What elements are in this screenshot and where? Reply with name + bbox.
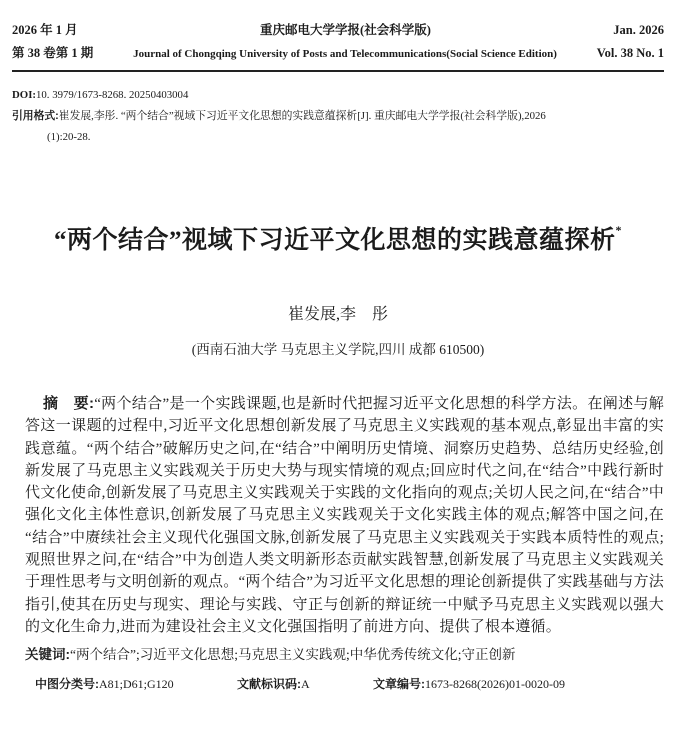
- issue-date-cn: 2026 年 1 月: [12, 23, 78, 37]
- article-id-value: 1673-8268(2026)01-0020-09: [425, 677, 565, 692]
- abstract-label: 摘 要:: [43, 395, 95, 412]
- keywords-text: “两个结合”;习近平文化思想;马克思主义实践观;中华优秀传统文化;守正创新: [70, 647, 516, 663]
- article-id: [373, 676, 565, 692]
- document-code-label: 文献标识码:: [237, 677, 301, 692]
- article-meta: [12, 85, 664, 148]
- citation-continuation: [12, 127, 664, 148]
- journal-header: [12, 20, 664, 72]
- citation-pages: (1):20-28.: [47, 131, 91, 143]
- header-divider: [12, 70, 664, 72]
- header-row-2: [12, 43, 664, 61]
- abstract-section: [25, 393, 664, 638]
- citation-text: 崔发展,李彤. “两个结合”视域下习近平文化思想的实践意蕴探析[J]. 重庆邮电大学学报(社会科学版),2026: [58, 110, 546, 122]
- volume-issue-cn: 第 38 卷第 1 期: [12, 46, 94, 60]
- doi-line: [12, 85, 664, 106]
- doi-value: 10. 3979/1673-8268. 20250403004: [36, 89, 189, 101]
- issue-date-en: Jan. 2026: [613, 23, 664, 37]
- abstract-text: “两个结合”是一个实践课题,也是新时代把握习近平文化思想的科学方法。在阐述与解答这一课题的过程中,习近平文化思想创新发展了马克思主义实践观的基本观点,彰显出丰富的实践意蕴。“两个结合”破解历史之问,在“结合”中阐明历史情境、洞察历史趋势、总结历史经验,创新发展了马克思主义实践观关于历史大势与现实情境的观点;回应时代之问,在“结合”中践行新时代文化使命,创新发展了马克思主义实践观关于实践的文化指向的观点;关切人民之问,在“结合”中强化文化主体性意识,创新发展了马克思主义实践观关于文化实践主体的观点;解答中国之问,在“结合”中赓续社会主义现代化强国文脉,创新发展了马克思主义实践观关于实践本质特性的观点;观照世界之问,在“结合”中为创造人类文明新形态贡献实践智慧,创新发展了马克思主义实践观关于理性思考与文明创新的观点。“两个结合”为习近平文化思想的理论创新提供了实践基础与方法指引,使其在历史与现实、理论与实践、守正与创新的辩证统一中赋予马克思主义实践观以强大的文化生命力,进而为建设社会主义文化强国指明了前进方向、提供了根本遵循。: [25, 396, 664, 635]
- citation-line: [12, 106, 664, 127]
- doi-label: DOI:: [12, 89, 36, 101]
- title-footnote-mark: *: [615, 223, 622, 237]
- clc-value: A81;D61;G120: [99, 677, 174, 692]
- journal-title-en: Journal of Chongqing University of Posts and Telecommunications(Social Science Edition): [133, 48, 557, 60]
- volume-issue-en: Vol. 38 No. 1: [596, 46, 664, 60]
- article-id-label: 文章编号:: [373, 677, 425, 692]
- keywords-label: 关键词:: [25, 647, 70, 663]
- article-title: [12, 224, 664, 258]
- document-code: [237, 676, 310, 692]
- document-code-value: A: [301, 677, 310, 692]
- header-row-1: [12, 20, 664, 38]
- affiliation-line: (西南石油大学 马克思主义学院,四川 成都 610500): [191, 342, 485, 357]
- clc-number: [35, 676, 174, 692]
- clc-label: 中图分类号:: [35, 677, 99, 692]
- article-title-text: “两个结合”视域下习近平文化思想的实践意蕴探析: [53, 227, 616, 254]
- keywords-line: [25, 644, 664, 666]
- citation-label: 引用格式:: [12, 110, 59, 122]
- footer-meta: [35, 676, 565, 692]
- journal-title-cn: 重庆邮电大学学报(社会科学版): [260, 23, 431, 37]
- authors-line: 崔发展,李 彤: [287, 306, 388, 323]
